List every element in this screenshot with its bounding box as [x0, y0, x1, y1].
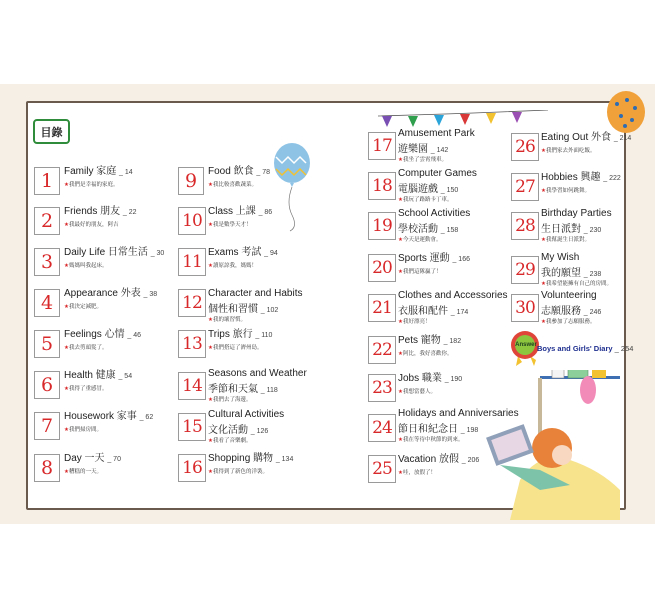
toc-entry[interactable] [34, 412, 189, 448]
chapter-subtitle: ★我幫誕生日派對。 [541, 237, 590, 243]
chapter-title: Computer Games [398, 168, 477, 179]
toc-entry[interactable] [368, 254, 523, 290]
chapter-subtitle: ★我們搭這了濟州島。 [208, 345, 263, 351]
chapter-number: 24 [368, 414, 396, 442]
chapter-title: Trips 旅行 _ 110 [208, 329, 273, 340]
star-icon: ★ [208, 469, 213, 475]
chapter-title: School Activities [398, 208, 471, 219]
star-icon: ★ [64, 182, 69, 188]
chapter-title-zh: 我的願望 _ 238 [541, 268, 602, 279]
star-icon: ★ [64, 222, 69, 228]
chapter-title: Housework 家事 _ 62 [64, 411, 154, 422]
chapter-title: My Wish [541, 252, 580, 263]
chapter-number: 12 [178, 289, 206, 317]
chapter-number: 1 [34, 167, 60, 195]
chapter-title: Health 健康 _ 54 [64, 370, 133, 381]
toc-entry[interactable] [178, 369, 333, 405]
chapter-title: Friends 朋友 _ 22 [64, 206, 137, 217]
chapter-subtitle: ★今天是運動會。 [398, 237, 442, 243]
chapter-title: Food 飲食 _ 78 [208, 166, 270, 177]
toc-entry[interactable] [34, 454, 189, 490]
chapter-number: 21 [368, 294, 396, 322]
chapter-title-zh: 個性和習慣 _ 102 [208, 304, 279, 315]
chapter-title-zh: 志願服務 _ 246 [541, 306, 602, 317]
chapter-subtitle: ★我們去了海邊。 [208, 397, 252, 403]
chapter-subtitle: ★我們這隊贏了！ [398, 269, 442, 275]
toc-entry[interactable] [178, 330, 333, 366]
chapter-title: Appearance 外表 _ 38 [64, 288, 158, 299]
star-icon: ★ [208, 397, 213, 403]
chapter-subtitle: ★讀原諒我，媽媽！ [208, 263, 257, 269]
chapter-number: 14 [178, 372, 206, 400]
chapter-number: 28 [511, 212, 539, 240]
chapter-subtitle: ★我去剪頭髮了。 [64, 345, 108, 351]
chapter-title: Vacation 放假 _ 206 [398, 454, 480, 465]
chapter-subtitle: ★我參加了志願服務。 [541, 319, 596, 325]
chapter-number: 30 [511, 294, 539, 322]
star-icon: ★ [64, 345, 69, 351]
star-icon: ★ [208, 263, 213, 269]
toc-entry[interactable] [178, 167, 333, 203]
chapter-title: Sports 運動 _ 166 [398, 253, 470, 264]
chapter-title: Family 家庭 _ 14 [64, 166, 133, 177]
girl-reading-illustration [480, 370, 630, 520]
star-icon: ★ [398, 470, 403, 476]
chapter-subtitle: ★我們掃房間。 [64, 427, 102, 433]
chapter-title: Shopping 購物 _ 134 [208, 453, 294, 464]
star-icon: ★ [398, 237, 403, 243]
chapter-number: 5 [34, 330, 60, 358]
chapter-number: 3 [34, 248, 60, 276]
star-icon: ★ [398, 157, 403, 163]
chapter-subtitle: ★我玩了路路卡丁車。 [398, 197, 453, 203]
chapter-title: Day 一天 _ 70 [64, 453, 121, 464]
toc-entry[interactable] [511, 173, 655, 209]
chapter-number: 20 [368, 254, 396, 282]
star-icon: ★ [398, 389, 403, 395]
chapter-subtitle: ★我好漂亮！ [398, 319, 431, 325]
chapter-number: 22 [368, 336, 396, 364]
star-icon: ★ [208, 438, 213, 444]
chapter-number: 8 [34, 454, 60, 482]
chapter-number: 7 [34, 412, 60, 440]
chapter-number: 26 [511, 133, 539, 161]
chapter-title: Feelings 心情 _ 46 [64, 329, 141, 340]
chapter-subtitle: ★我們是幸福的家庭。 [64, 182, 119, 188]
toc-entry[interactable] [178, 248, 333, 284]
toc-entry[interactable] [368, 129, 523, 165]
star-icon: ★ [398, 269, 403, 275]
chapter-title-zh: 遊樂園 _ 142 [398, 144, 449, 155]
star-icon: ★ [541, 281, 546, 287]
chapter-title-zh: 節日和紀念日 _ 198 [398, 424, 479, 435]
answer-badge-label: Answer [515, 342, 537, 348]
chapter-subtitle: ★阿比，我好喜歡你。 [398, 351, 453, 357]
chapter-title: Seasons and Weather [208, 368, 307, 379]
chapter-number: 19 [368, 212, 396, 240]
chapter-subtitle: ★媽媽叫我起床。 [64, 263, 108, 269]
chapter-title-zh: 生日派對 _ 230 [541, 224, 602, 235]
toc-entry[interactable] [178, 289, 333, 325]
chapter-subtitle: ★我得到了新色的洋裝。 [208, 469, 268, 475]
toc-entry[interactable] [368, 169, 523, 205]
toc-entry[interactable] [178, 454, 333, 490]
chapter-title: Character and Habits [208, 288, 303, 299]
chapter-number: 2 [34, 207, 60, 235]
star-icon: ★ [541, 148, 546, 154]
chapter-subtitle: ★我比較喜歡蔬菜。 [208, 182, 257, 188]
star-icon: ★ [208, 345, 213, 351]
chapter-title-zh: 季節和天氣 _ 118 [208, 384, 278, 395]
toc-entry[interactable] [34, 330, 189, 366]
chapter-title: Eating Out 外食 _ 214 [541, 132, 632, 143]
chapter-title-zh: 學校活動 _ 158 [398, 224, 459, 235]
chapter-title-zh: 電腦遊戲 _ 150 [398, 184, 459, 195]
chapter-title: Cultural Activities [208, 409, 285, 420]
chapter-subtitle: ★我想當藝人。 [398, 389, 436, 395]
toc-entry[interactable] [34, 289, 189, 325]
toc-entry[interactable] [368, 336, 523, 372]
toc-entry[interactable] [511, 133, 655, 169]
chapter-subtitle: ★我坐了雲霄飛車。 [398, 157, 447, 163]
chapter-number: 10 [178, 207, 206, 235]
toc-entry[interactable] [34, 371, 189, 407]
star-icon: ★ [64, 386, 69, 392]
chapter-number: 23 [368, 374, 396, 402]
chapter-subtitle: ★我學習如何跳舞。 [541, 188, 590, 194]
chapter-title-zh: 衣服和配件 _ 174 [398, 306, 469, 317]
star-icon: ★ [541, 319, 546, 325]
star-icon: ★ [208, 182, 213, 188]
chapter-subtitle: ★我們家去外面吃飯。 [541, 148, 596, 154]
chapter-title: Daily Life 日常生活 _ 30 [64, 247, 165, 258]
chapter-title: Volunteering [541, 290, 597, 301]
toc-entry[interactable] [368, 209, 523, 245]
chapter-title: Amusement Park [398, 128, 475, 139]
chapter-number: 13 [178, 330, 206, 358]
chapter-number: 16 [178, 454, 206, 482]
chapter-title: Clothes and Accessories [398, 290, 508, 301]
star-icon: ★ [541, 237, 546, 243]
chapter-subtitle: ★我決定減肥。 [64, 304, 102, 310]
chapter-subtitle: ★糟糕的一天。 [64, 469, 102, 475]
chapter-number: 9 [178, 167, 204, 195]
star-icon: ★ [208, 317, 213, 323]
chapter-title: Class 上課 _ 86 [208, 206, 273, 217]
chapter-title: Birthday Parties [541, 208, 612, 219]
chapter-subtitle: ★我希望能擁有自己的房間。 [541, 281, 612, 287]
star-icon: ★ [64, 427, 69, 433]
chapter-subtitle: ★哇，放假了！ [398, 470, 436, 476]
chapter-number: 25 [368, 455, 396, 483]
chapter-subtitle: ★我得了重感冒。 [64, 386, 108, 392]
chapter-title: Exams 考試 _ 94 [208, 247, 278, 258]
toc-entry[interactable] [34, 207, 189, 243]
star-icon: ★ [541, 188, 546, 194]
toc-entry[interactable] [368, 291, 523, 327]
chapter-title: Hobbies 興趣 _ 222 [541, 172, 621, 183]
chapter-number: 18 [368, 172, 396, 200]
chapter-number: 27 [511, 173, 539, 201]
star-icon: ★ [398, 319, 403, 325]
star-icon: ★ [208, 222, 213, 228]
chapter-number: 15 [178, 413, 206, 441]
chapter-number: 6 [34, 371, 60, 399]
toc-entry[interactable] [511, 253, 655, 289]
toc-entry[interactable] [511, 291, 655, 327]
toc-entry[interactable] [511, 209, 655, 245]
chapter-subtitle: ★我看了音樂劇。 [208, 438, 252, 444]
chapter-title: Holidays and Anniversaries [398, 408, 519, 419]
star-icon: ★ [398, 351, 403, 357]
star-icon: ★ [64, 304, 69, 310]
toc-entry[interactable] [178, 207, 333, 243]
star-icon: ★ [64, 469, 69, 475]
star-icon: ★ [64, 263, 69, 269]
chapter-title: Jobs 職業 _ 190 [398, 373, 463, 384]
chapter-subtitle: ★我的壞習慣。 [208, 317, 246, 323]
chapter-subtitle: ★我最好的朋友，阿吉 [64, 222, 119, 228]
toc-entry[interactable] [34, 248, 189, 284]
chapter-number: 11 [178, 248, 206, 276]
chapter-title: Pets 寵物 _ 182 [398, 335, 462, 346]
toc-entry[interactable] [178, 410, 333, 446]
chapter-number: 17 [368, 132, 396, 160]
toc-title: 目錄 [33, 119, 70, 144]
star-icon: ★ [398, 197, 403, 203]
chapter-number: 29 [511, 256, 539, 284]
chapter-subtitle: ★我在等待中秋節的到來。 [398, 437, 464, 443]
answer-link[interactable]: Boys and Girls' Diary _ 254 [537, 344, 634, 353]
chapter-number: 4 [34, 289, 60, 317]
star-icon: ★ [398, 437, 403, 443]
chapter-subtitle: ★我是數學天才！ [208, 222, 252, 228]
chapter-title-zh: 文化活動 _ 126 [208, 425, 269, 436]
toc-entry[interactable] [34, 167, 189, 203]
